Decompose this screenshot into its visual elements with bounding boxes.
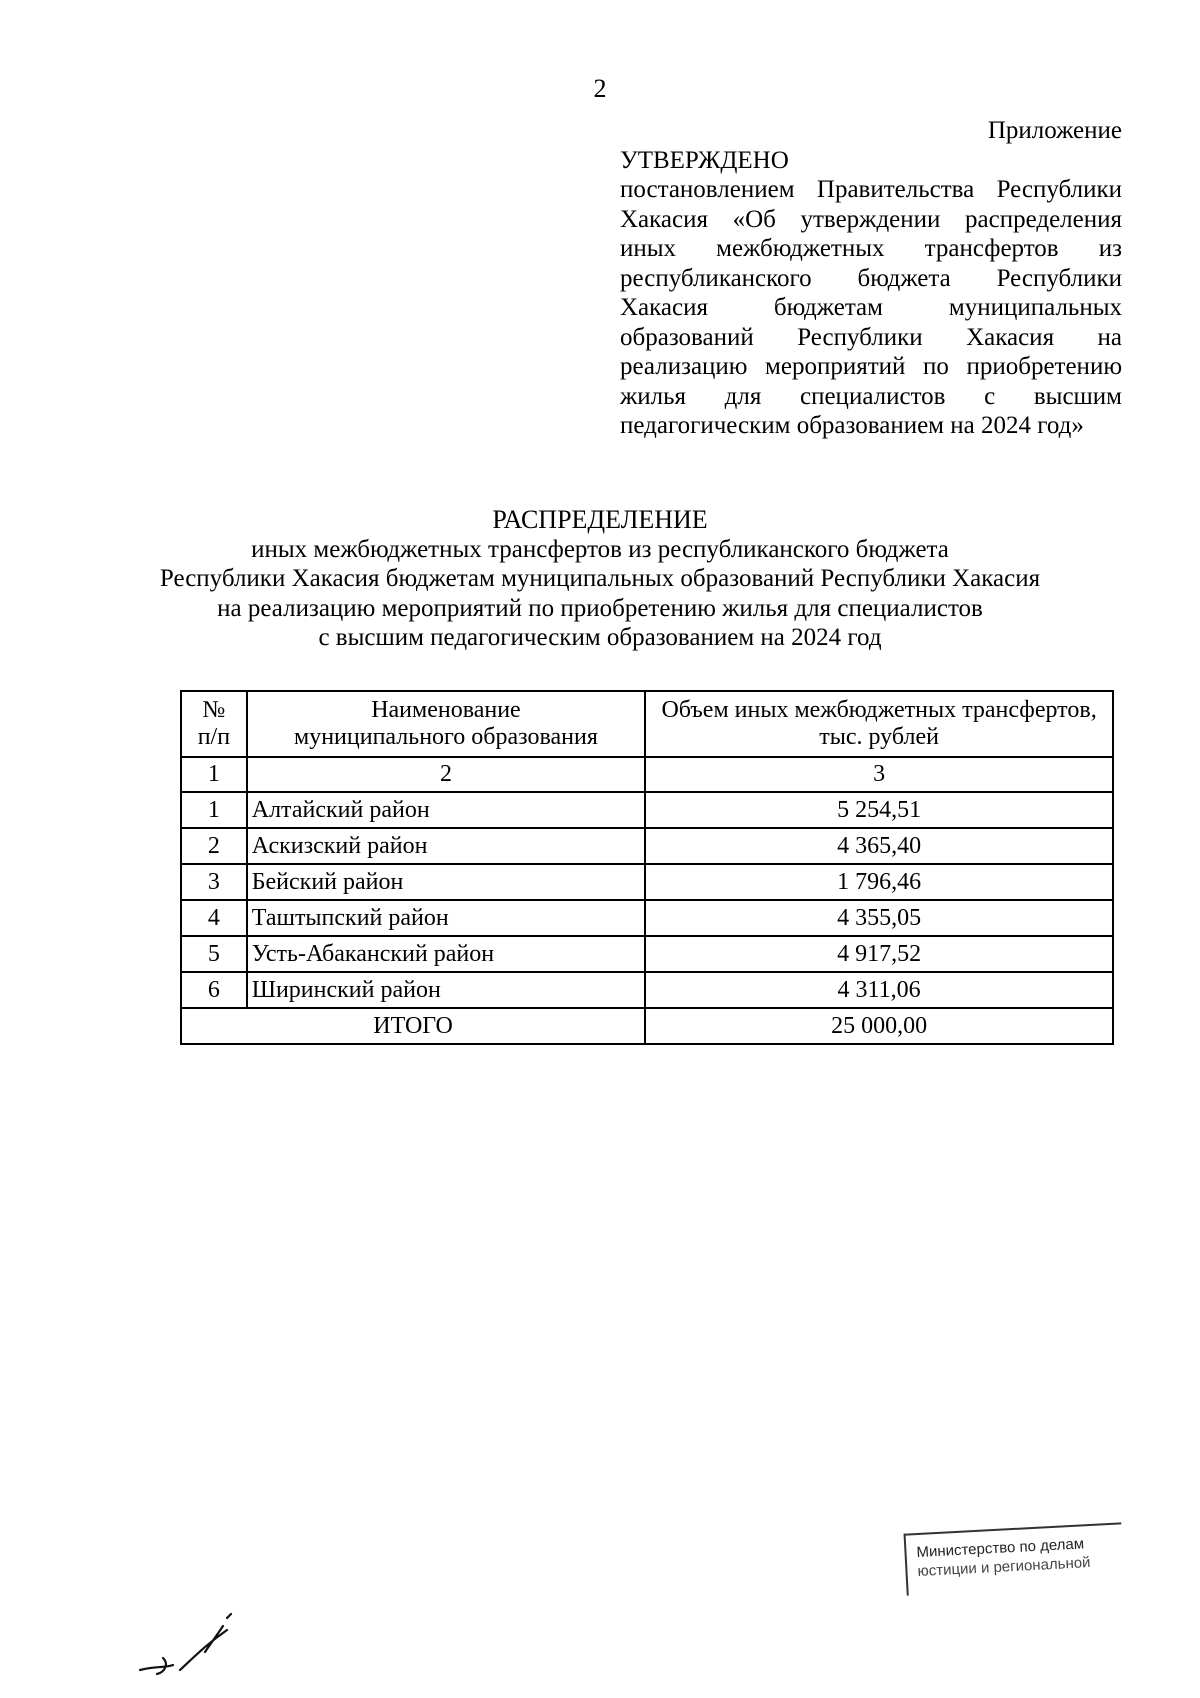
signature-mark: [135, 1608, 245, 1678]
approved-label: УТВЕРЖДЕНО: [620, 146, 789, 174]
column-number-row: [181, 757, 1113, 792]
total-amount: 25 000,00: [645, 1008, 1113, 1044]
header-amount-line-1: Объем иных межбюджетных трансфертов,: [661, 697, 1097, 723]
header-number-line-2: п/п: [197, 724, 231, 750]
stamp-line-2: юстиции и региональной: [917, 1554, 1091, 1581]
header-number-line-1: №: [202, 697, 226, 723]
total-label: ИТОГО: [181, 1008, 645, 1044]
table-row: [181, 828, 1113, 864]
header-amount: [645, 691, 1113, 757]
row-amount: 1 796,46: [645, 864, 1113, 900]
table-row: [181, 936, 1113, 972]
row-number: 5: [181, 936, 247, 972]
table-row: [181, 972, 1113, 1008]
row-name: Усть-Абаканский район: [247, 936, 645, 972]
row-name: Аскизский район: [247, 828, 645, 864]
header-number: [181, 691, 247, 757]
row-name: Алтайский район: [247, 792, 645, 828]
row-number: 4: [181, 900, 247, 936]
row-number: 1: [181, 792, 247, 828]
document-heading: [0, 505, 1200, 653]
row-amount: 4 311,06: [645, 972, 1113, 1008]
header-name: [247, 691, 645, 757]
header-name-line-1: Наименование: [371, 697, 521, 723]
header-name-line-2: муниципального образования: [294, 724, 598, 750]
column-number-2: 2: [247, 757, 645, 792]
row-number: 6: [181, 972, 247, 1008]
ministry-stamp: [904, 1522, 1125, 1595]
decree-text: постановлением Правительства Республики Хакасия «Об утверждении распределения иных межбюджетных трансфертов из республиканского бюджета Республики Хакасия бюджетам муниципальных образований Республики Хакасия на реализацию мероприятий по приобретению жилья для специалистов с высшим педагогическим образованием на 2024 год»: [620, 176, 1122, 439]
stamp-line-1: Министерство по делам: [916, 1535, 1085, 1562]
table-header-row: [181, 691, 1113, 757]
row-amount: 4 365,40: [645, 828, 1113, 864]
row-name: Бейский район: [247, 864, 645, 900]
header-amount-line-2: тыс. рублей: [819, 724, 939, 750]
row-name: Таштыпский район: [247, 900, 645, 936]
row-amount: 5 254,51: [645, 792, 1113, 828]
total-row: [181, 1008, 1113, 1044]
table-row: [181, 792, 1113, 828]
column-number-3: 3: [645, 757, 1113, 792]
table-row: [181, 900, 1113, 936]
approval-block: [620, 116, 1122, 441]
document-title: РАСПРЕДЕЛЕНИЕ: [492, 505, 708, 534]
row-amount: 4 355,05: [645, 900, 1113, 936]
row-amount: 4 917,52: [645, 936, 1113, 972]
heading-line-3: на реализацию мероприятий по приобретению жилья для специалистов: [217, 594, 983, 622]
row-number: 2: [181, 828, 247, 864]
row-number: 3: [181, 864, 247, 900]
heading-line-2: Республики Хакасия бюджетам муниципальных образований Республики Хакасия: [159, 565, 1041, 592]
page-number: 2: [593, 74, 607, 103]
heading-line-4: с высшим педагогическим образованием на 2024 год: [318, 624, 882, 651]
heading-line-1: иных межбюджетных трансфертов из республиканского бюджета: [251, 535, 949, 563]
table-row: [181, 864, 1113, 900]
distribution-table: [180, 690, 1114, 1045]
row-name: Ширинский район: [247, 972, 645, 1008]
column-number-1: 1: [181, 757, 247, 792]
appendix-label: Приложение: [987, 117, 1122, 144]
